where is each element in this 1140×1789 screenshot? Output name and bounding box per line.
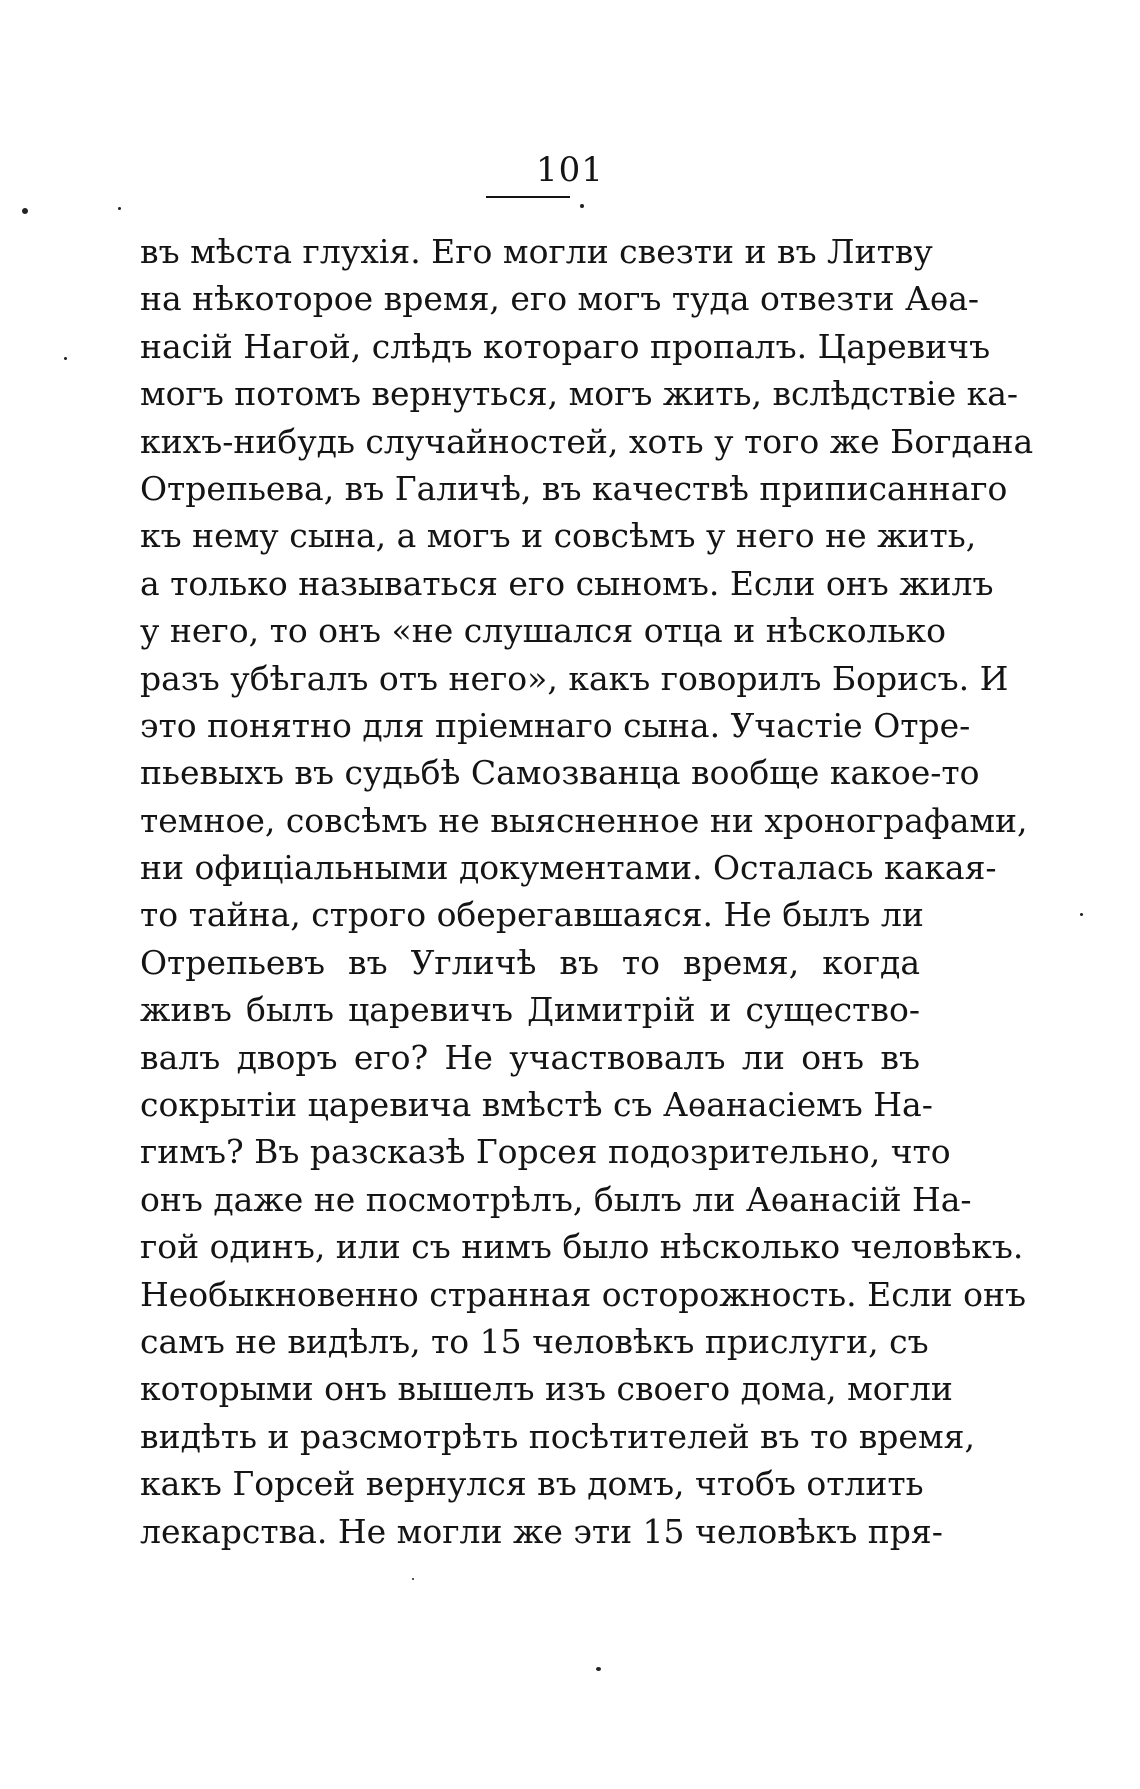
text-line: на нѣкоторое время, его могъ туда отвезти Аѳа- [140, 279, 980, 319]
text-line: самъ не видѣлъ, то 15 человѣкъ прислуги, съ [140, 1321, 929, 1361]
text-line: которыми онъ вышелъ изъ своего дома, могли [140, 1369, 953, 1409]
text-line: это понятно для пріемнаго сына. Участіе Отре- [140, 705, 971, 745]
scan-speck [580, 204, 584, 208]
text-line: Отрепьевъ въ Угличѣ въ то время, когда [140, 942, 920, 982]
scan-speck [1080, 913, 1083, 916]
page-number: 101 [536, 150, 604, 190]
text-line: гой одинъ, или съ нимъ было нѣсколько человѣкъ. [140, 1227, 1024, 1267]
text-line: валъ дворъ его? Не участвовалъ ли онъ въ [140, 1037, 920, 1077]
text-line: темное, совсѣмъ не выясненное ни хронографами, [140, 800, 1028, 840]
text-line: къ нему сына, а могъ и совсѣмъ у него не жить, [140, 516, 977, 556]
scan-speck [412, 1578, 414, 1580]
text-line: живъ былъ царевичъ Димитрій и существо- [140, 990, 920, 1030]
scan-speck [64, 357, 67, 360]
text-line: а только называться его сыномъ. Если онъ жилъ [140, 563, 994, 603]
text-line: пьевыхъ въ судьбѣ Самозванца вообще какое-то [140, 753, 980, 793]
page-number-rule [486, 196, 570, 198]
text-line: въ мѣста глухія. Его могли свезти и въ Литву [140, 232, 933, 271]
scan-speck [596, 1667, 601, 1671]
text-line: лекарства. Не могли же эти 15 человѣкъ пря- [140, 1511, 943, 1551]
text-line: видѣть и разсмотрѣть посѣтителей въ то время, [140, 1416, 975, 1456]
text-line: то тайна, строго оберегавшаяся. Не былъ ли [140, 895, 924, 935]
text-line: могъ потомъ вернуться, могъ жить, вслѣдствіе ка- [140, 374, 1019, 414]
text-line: кихъ-нибудь случайностей, хоть у того же Богдана [140, 421, 1034, 461]
text-line: онъ даже не посмотрѣлъ, былъ ли Аѳанасій На- [140, 1179, 972, 1219]
body-text [140, 228, 1034, 1555]
text-line: у него, то онъ «не слушался отца и нѣсколько [140, 611, 946, 651]
text-line: какъ Горсей вернулся въ домъ, чтобъ отлить [140, 1464, 924, 1504]
text-line: разъ убѣгалъ отъ него», какъ говорилъ Борисъ. И [140, 658, 1009, 698]
text-line: гимъ? Въ разсказѣ Горсея подозрительно, что [140, 1132, 951, 1172]
text-line: насій Нагой, слѣдъ котораго пропалъ. Царевичъ [140, 326, 991, 366]
text-line: Необыкновенно странная осторожность. Если онъ [140, 1274, 1027, 1314]
text-line: сокрытіи царевича вмѣстѣ съ Аѳанасіемъ На- [140, 1085, 933, 1125]
scan-speck [22, 208, 28, 214]
text-line: Отрепьева, въ Галичѣ, въ качествѣ приписаннаго [140, 468, 1008, 508]
text-line: ни офиціальными документами. Осталась какая- [140, 848, 997, 888]
scan-speck [118, 207, 121, 210]
